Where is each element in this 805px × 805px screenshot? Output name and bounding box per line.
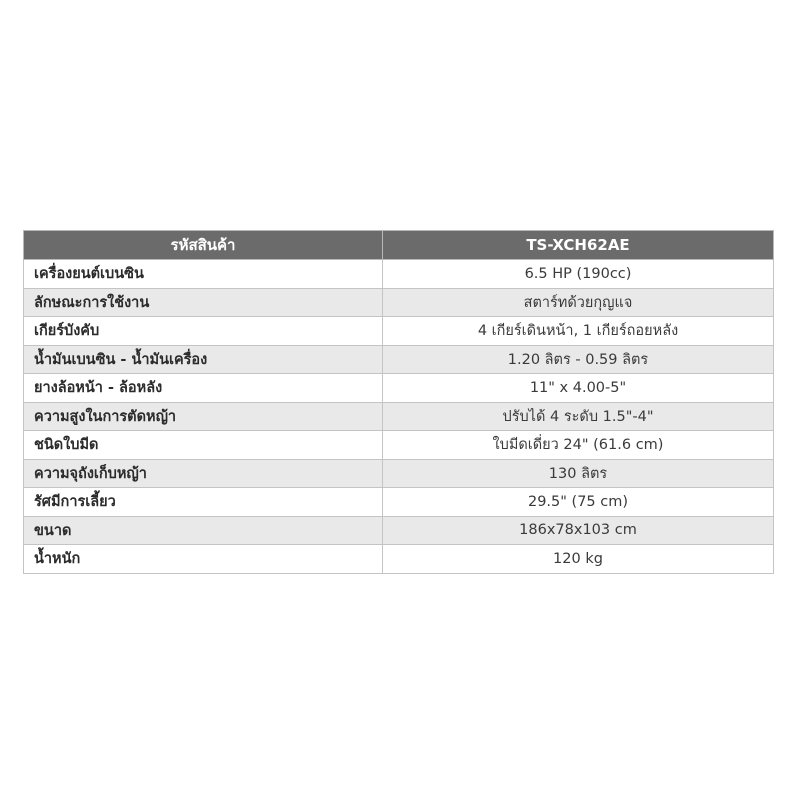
spec-value: 130 ลิตร (383, 459, 774, 488)
spec-label: ความจุถังเก็บหญ้า (24, 459, 383, 488)
spec-label: ชนิดใบมีด (24, 431, 383, 460)
spec-row (24, 431, 774, 460)
spec-label: น้ำมันเบนซิน - น้ำมันเครื่อง (24, 345, 383, 374)
spec-label: น้ำหนัก (24, 545, 383, 574)
spec-label: เกียร์บังคับ (24, 317, 383, 346)
spec-value: 4 เกียร์เดินหน้า, 1 เกียร์ถอยหลัง (383, 317, 774, 346)
spec-row (24, 488, 774, 517)
spec-value: 11" x 4.00-5" (383, 374, 774, 403)
product-spec-table (23, 230, 774, 574)
spec-header-row (24, 231, 774, 260)
spec-value: 29.5" (75 cm) (383, 488, 774, 517)
spec-row (24, 317, 774, 346)
spec-label: ยางล้อหน้า - ล้อหลัง (24, 374, 383, 403)
spec-label: รัศมีการเลี้ยว (24, 488, 383, 517)
spec-value: 120 kg (383, 545, 774, 574)
spec-row (24, 374, 774, 403)
spec-value: 6.5 HP (190cc) (383, 260, 774, 289)
spec-row (24, 516, 774, 545)
spec-label: เครื่องยนต์เบนซิน (24, 260, 383, 289)
spec-row (24, 459, 774, 488)
spec-row (24, 260, 774, 289)
spec-value: ใบมีดเดี่ยว 24" (61.6 cm) (383, 431, 774, 460)
spec-label: ลักษณะการใช้งาน (24, 288, 383, 317)
spec-value: ปรับได้ 4 ระดับ 1.5"-4" (383, 402, 774, 431)
spec-value: 186x78x103 cm (383, 516, 774, 545)
spec-value: 1.20 ลิตร - 0.59 ลิตร (383, 345, 774, 374)
spec-header-value: TS-XCH62AE (383, 231, 774, 260)
spec-row (24, 545, 774, 574)
spec-header-label: รหัสสินค้า (24, 231, 383, 260)
spec-label: ขนาด (24, 516, 383, 545)
spec-label: ความสูงในการตัดหญ้า (24, 402, 383, 431)
spec-value: สตาร์ทด้วยกุญแจ (383, 288, 774, 317)
spec-row (24, 402, 774, 431)
spec-row (24, 288, 774, 317)
spec-row (24, 345, 774, 374)
